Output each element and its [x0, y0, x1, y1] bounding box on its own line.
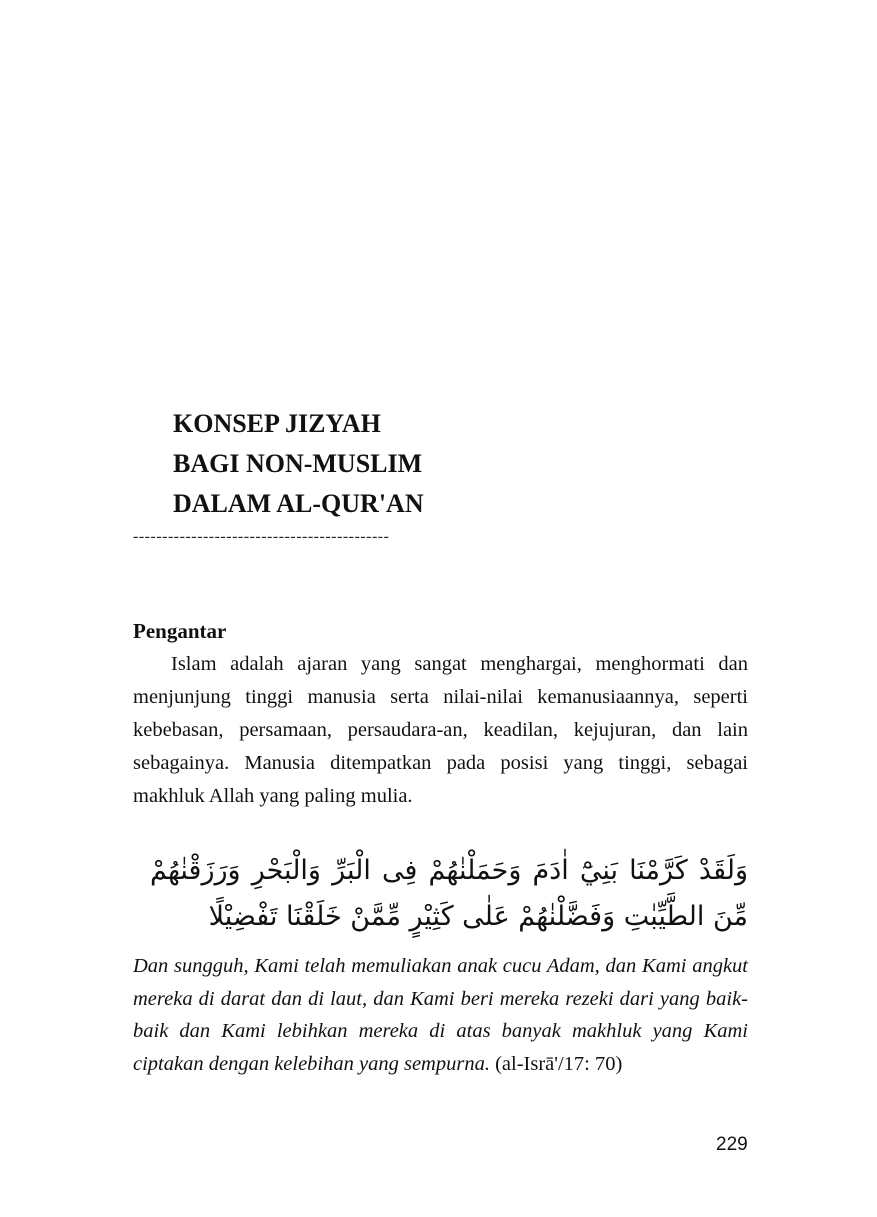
- chapter-title-line: DALAM AL-QUR'AN: [173, 489, 424, 518]
- section-heading: Pengantar: [133, 619, 227, 643]
- quran-verse-arabic: وَلَقَدْ كَرَّمْنَا بَنِيْٓ اٰدَمَ وَحَمَلْنٰهُمْ فِى الْبَرِّ وَالْبَحْرِ وَرَزَقْنٰهُمْ مِّنَ الطَّيِّبٰتِ وَفَضَّلْنٰهُمْ عَلٰى كَثِيْرٍ مِّمَّنْ خَلَقْنَا تَفْضِيْلًا: [150, 855, 748, 932]
- intro-paragraph: Islam adalah ajaran yang sangat menghargai, menghormati dan menjunjung tinggi manusia serta nilai-nilai kemanusiaannya, seperti kebebasan, persamaan, persaudara-an, keadilan, kejujuran, dan lain sebagainya. Manusia ditempatkan pada posisi yang tinggi, sebagai makhluk Allah yang paling mulia.: [133, 653, 748, 807]
- title-divider: --------------------------------------------: [133, 528, 390, 545]
- chapter-title: [173, 404, 424, 524]
- chapter-title-line: BAGI NON-MUSLIM: [173, 449, 423, 478]
- verse-translation: Dan sungguh, Kami telah memuliakan anak cucu Adam, dan Kami angkut mereka di darat dan di laut, dan Kami beri mereka rezeki dari yang baik-baik dan Kami lebihkan mereka di atas banyak makhluk yang Kami ciptakan dengan kelebihan yang sempurna.: [133, 955, 748, 1075]
- verse-reference: (al-Isrā'/17: 70): [495, 1052, 623, 1075]
- verse-translation-block: [133, 950, 748, 1080]
- page-number: 229: [716, 1134, 748, 1155]
- chapter-title-line: KONSEP JIZYAH: [173, 409, 381, 438]
